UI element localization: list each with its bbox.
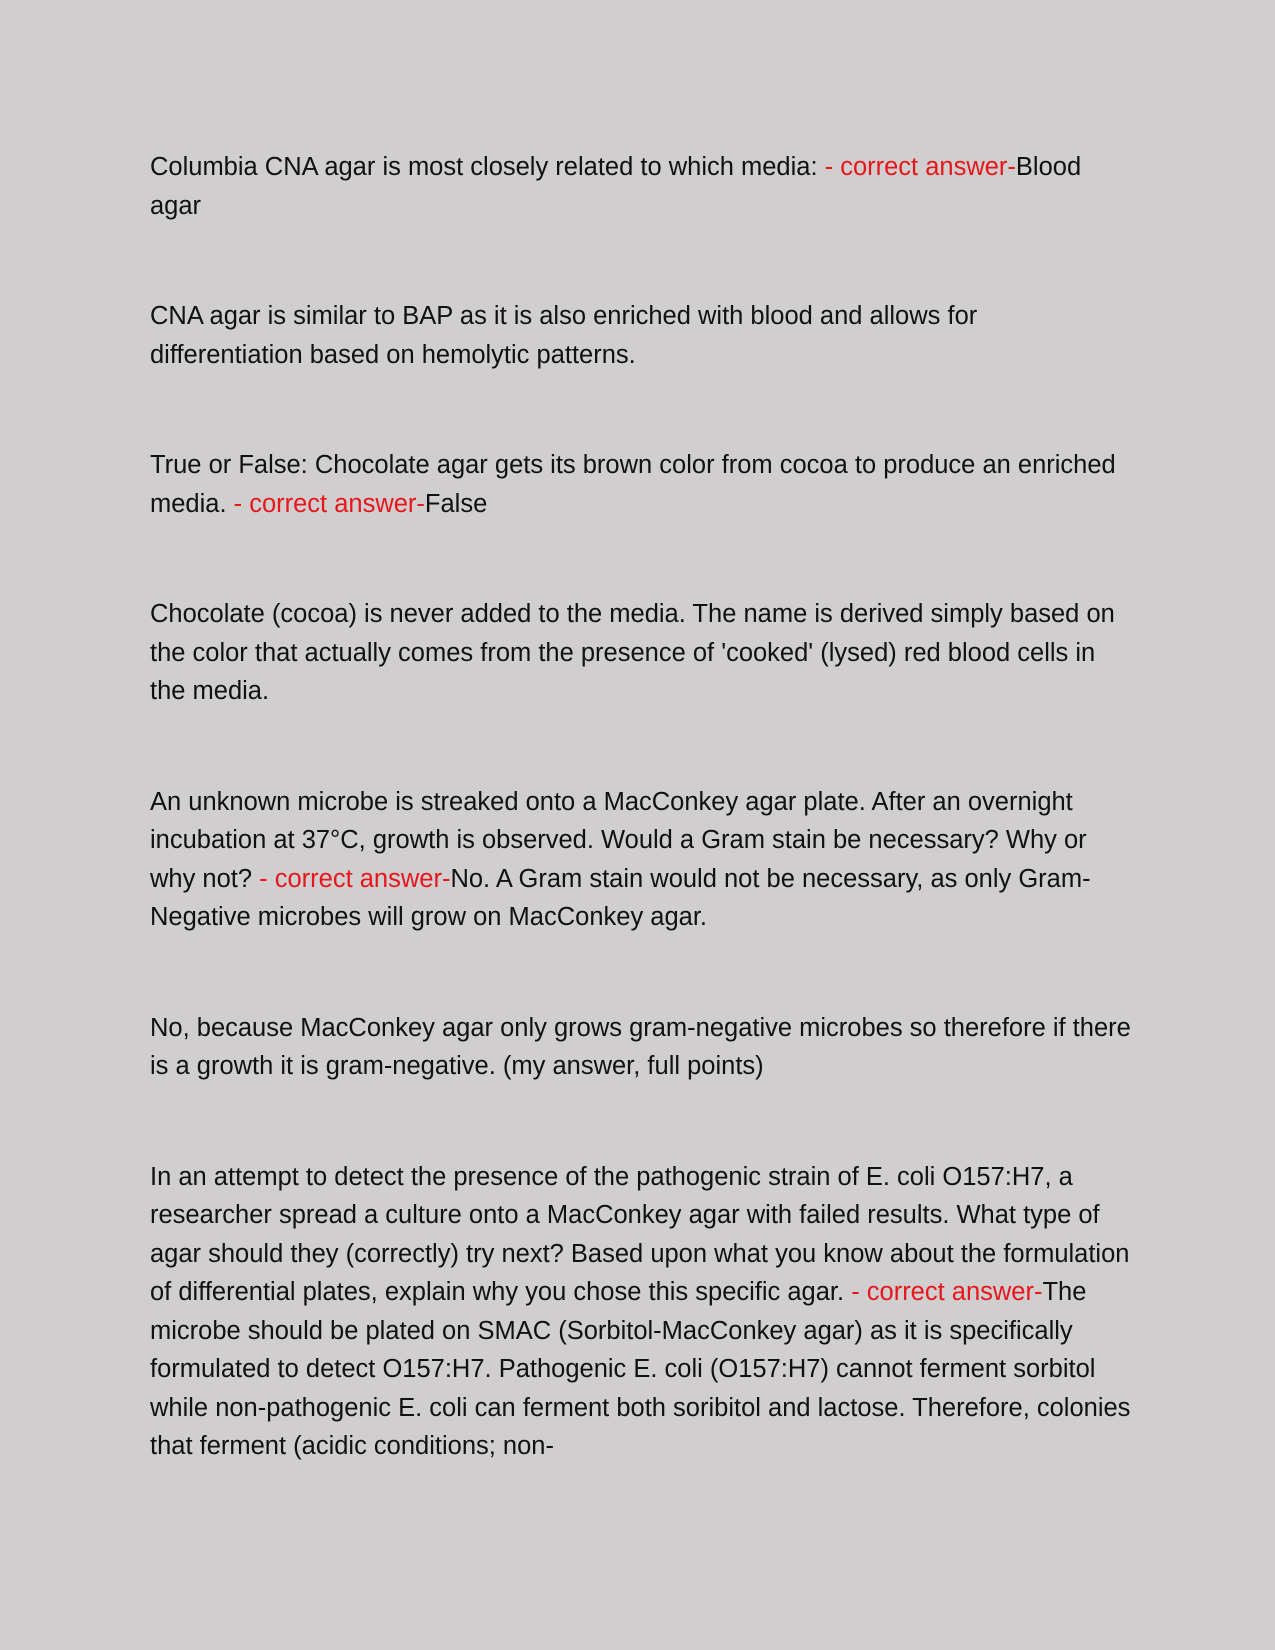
answer-text: False — [424, 489, 488, 518]
qa-paragraph-2 — [150, 446, 1135, 523]
answer-text: Blood agar — [150, 153, 1082, 220]
qa-paragraph-3 — [150, 783, 1135, 937]
correct-answer-marker: - correct answer- — [233, 489, 425, 518]
question-text: In an attempt to detect the presence of the pathogenic strain of E. coli O157:H7, a researcher spread a culture onto a MacConkey agar with failed results. What type of agar should they (correctly) try next? Based upon what you know about the formulation of differential plates, explain why you chose this specific agar. — [150, 1162, 1130, 1306]
correct-answer-marker: - correct answer- — [259, 864, 451, 893]
explanation-paragraph-1: CNA agar is similar to BAP as it is also enriched with blood and allows for differentiation based on hemolytic patterns. — [150, 302, 978, 369]
answer-text: The microbe should be plated on SMAC (Sorbitol-MacConkey agar) as it is specifically formulated to detect O157:H7. Pathogenic E. coli (O157:H7) cannot ferment sorbitol while non-pathogenic E. coli can ferment both soribitol and lactose. Therefore, colonies that ferment (acidic conditions; non- — [150, 1278, 1131, 1460]
question-text: An unknown microbe is streaked onto a MacConkey agar plate. After an overnight incubation at 37°C, growth is observed. Would a Gram stain be necessary? Why or why not? — [150, 787, 1087, 893]
qa-paragraph-4 — [150, 1158, 1135, 1466]
explanation-paragraph-2: Chocolate (cocoa) is never added to the media. The name is derived simply based on the color that actually comes from the presence of 'cooked' (lysed) red blood cells in the media. — [150, 600, 1115, 705]
question-text: True or False: Chocolate agar gets its brown color from cocoa to produce an enriched media. — [150, 451, 1116, 518]
correct-answer-marker: - correct answer- — [824, 153, 1016, 181]
document-page — [150, 148, 1135, 1538]
qa-paragraph-1 — [150, 148, 1135, 225]
question-text: Columbia CNA agar is most closely related to which media: — [150, 153, 825, 181]
answer-text: No. A Gram stain would not be necessary, as only Gram-Negative microbes will grow on MacConkey agar. — [150, 864, 1091, 931]
correct-answer-marker: - correct answer- — [851, 1278, 1043, 1306]
explanation-paragraph-3: No, because MacConkey agar only grows gram-negative microbes so therefore if there is a growth it is gram-negative. (my answer, full points) — [150, 1013, 1131, 1080]
